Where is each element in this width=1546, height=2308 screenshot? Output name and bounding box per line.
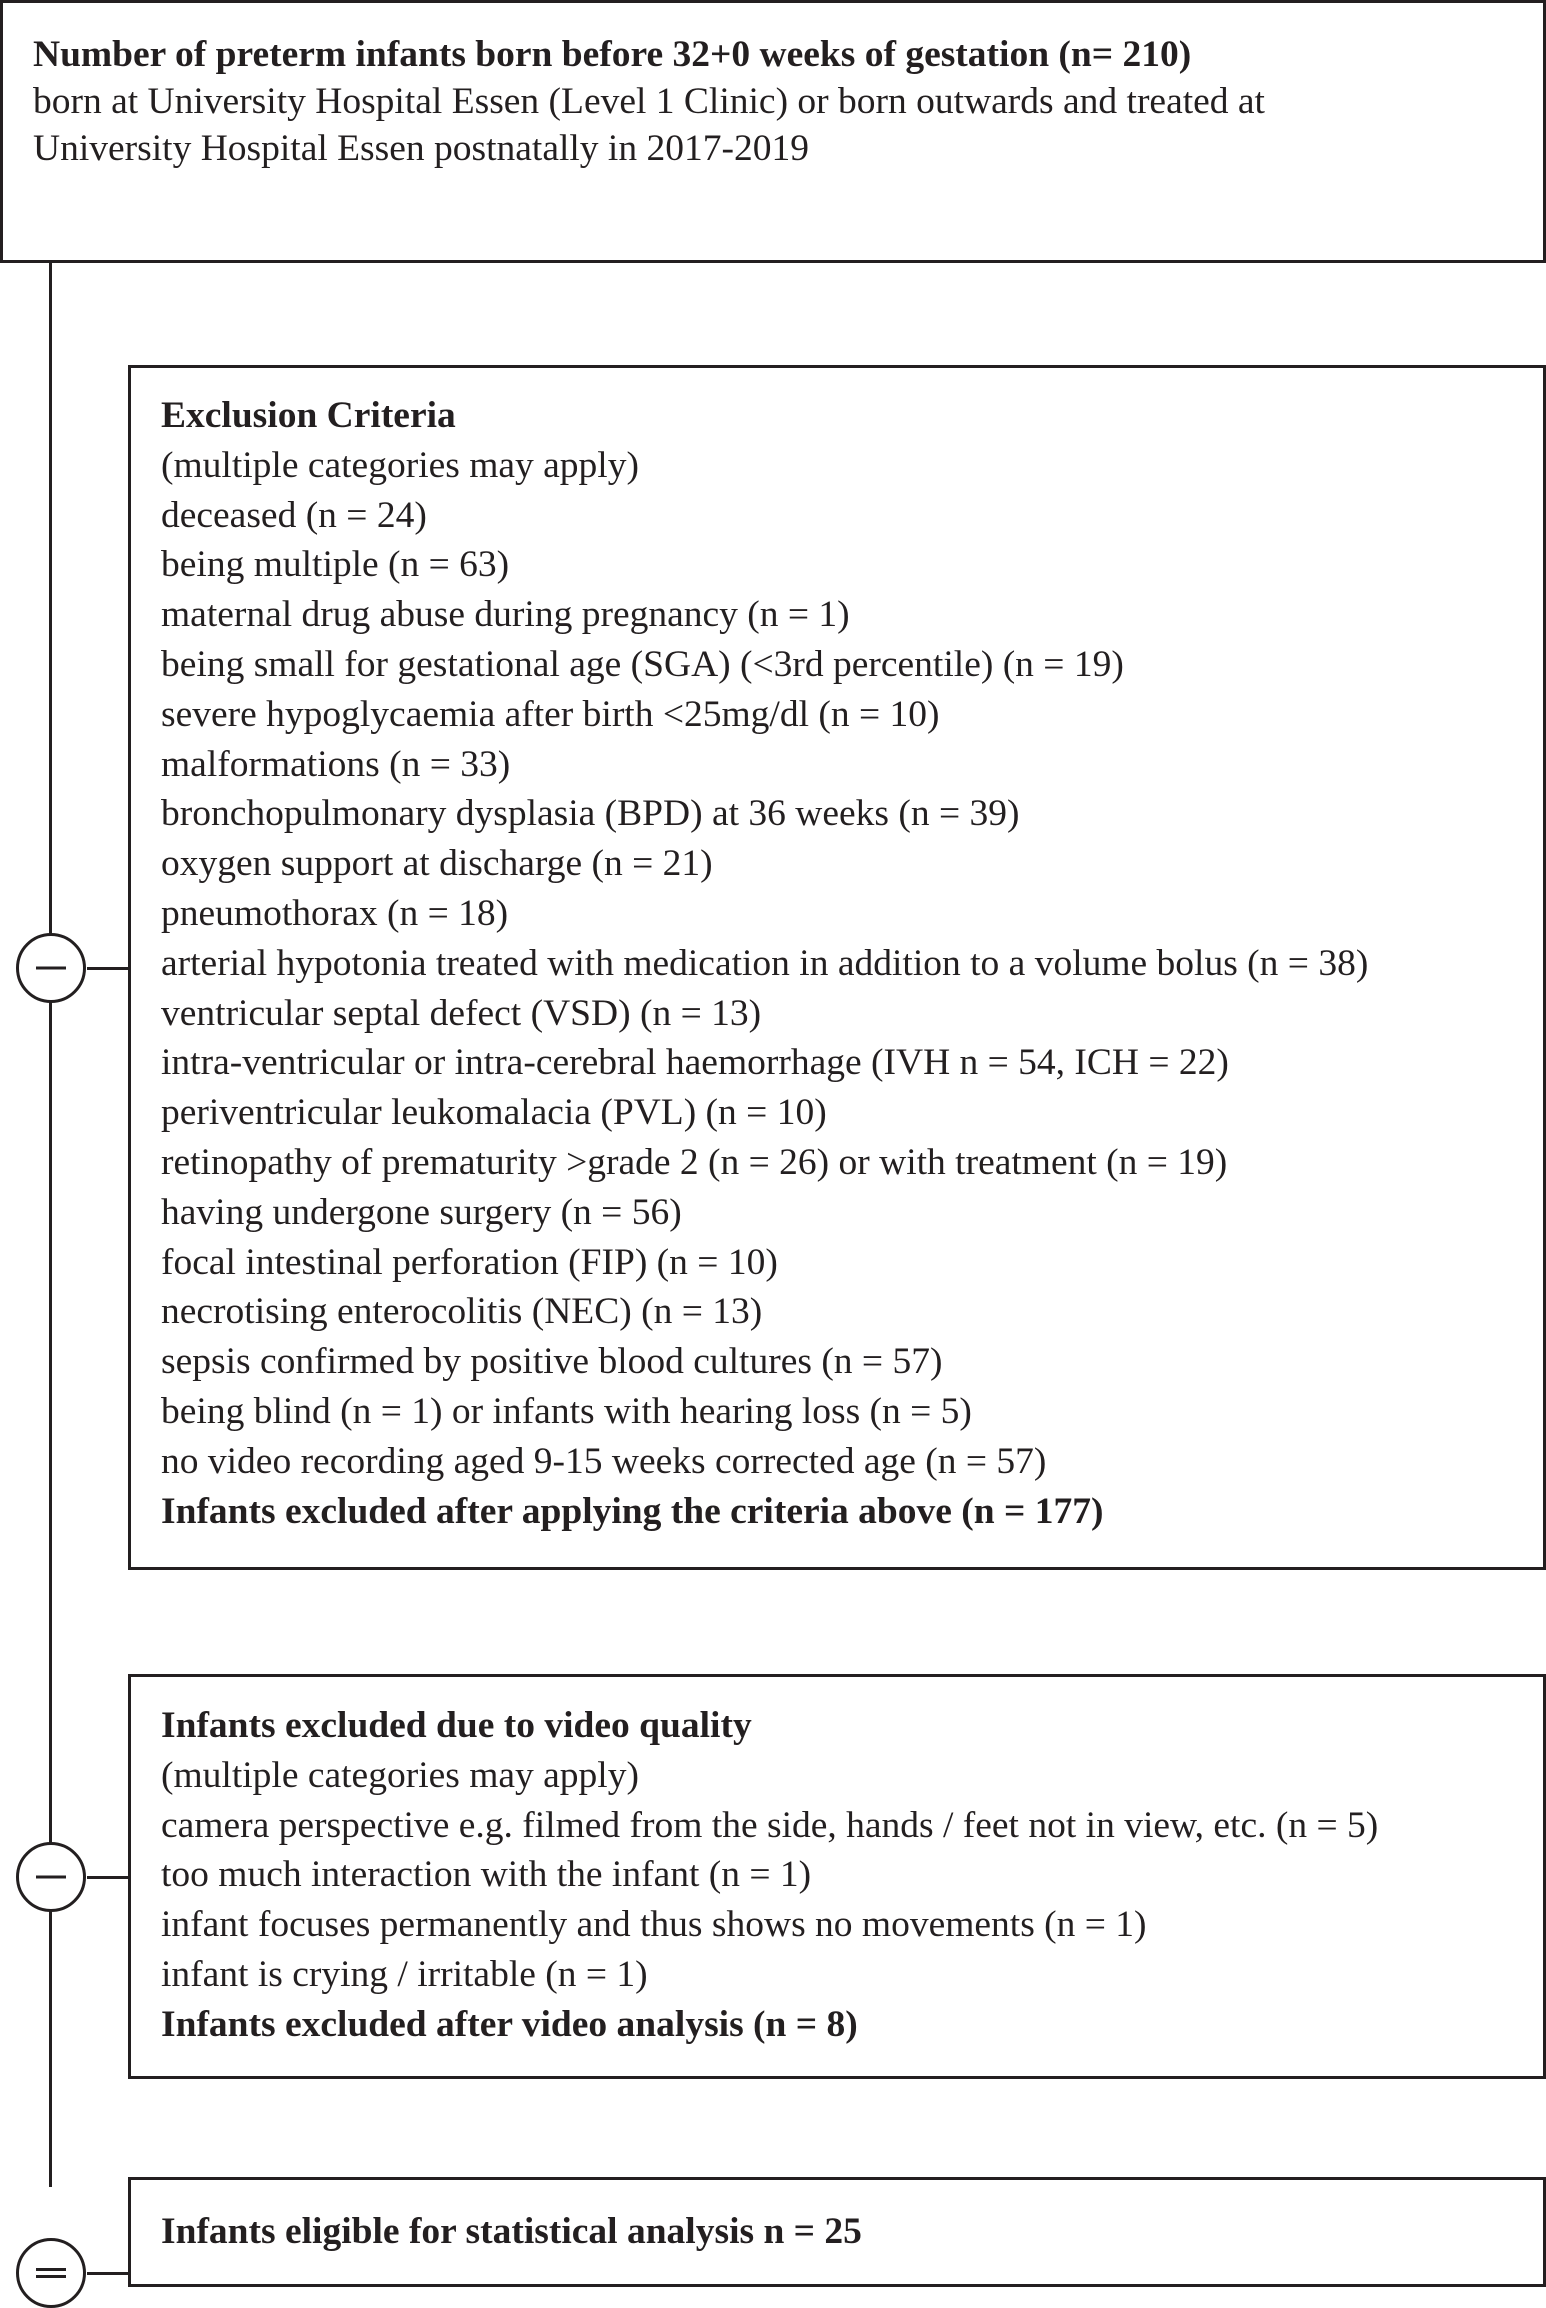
list-item: severe hypoglycaemia after birth <25mg/dl (n = 10) bbox=[161, 693, 940, 735]
population-title: Number of preterm infants born before 32+0 weeks of gestation (n= 210) bbox=[33, 34, 1192, 75]
video-quality-title: Infants excluded due to video quality bbox=[161, 1705, 752, 1746]
list-item: infant is crying / irritable (n = 1) bbox=[161, 1953, 648, 1995]
video-quality-item-list bbox=[161, 1801, 1543, 2000]
minus-circle-video bbox=[16, 1842, 86, 1912]
connector-exclusion bbox=[87, 967, 128, 970]
video-quality-note: (multiple categories may apply) bbox=[161, 1754, 639, 1796]
list-item: having undergone surgery (n = 56) bbox=[161, 1191, 682, 1233]
video-quality-total: Infants excluded after video analysis (n = 8) bbox=[161, 2003, 858, 2045]
minus-icon bbox=[36, 1874, 66, 1880]
list-item: periventricular leukomalacia (PVL) (n = 10) bbox=[161, 1092, 827, 1134]
list-item: arterial hypotonia treated with medication in addition to a volume bolus (n = 38) bbox=[161, 942, 1369, 984]
connector-video bbox=[87, 1876, 128, 1879]
list-item: too much interaction with the infant (n = 1) bbox=[161, 1854, 812, 1896]
list-item: being small for gestational age (SGA) (<3rd percentile) (n = 19) bbox=[161, 643, 1124, 685]
minus-icon bbox=[36, 965, 66, 971]
exclusion-criteria-box bbox=[128, 365, 1546, 1570]
exclusion-note: (multiple categories may apply) bbox=[161, 444, 639, 486]
list-item: being multiple (n = 63) bbox=[161, 544, 510, 586]
list-item: pneumothorax (n = 18) bbox=[161, 892, 509, 934]
exclusion-title: Exclusion Criteria bbox=[161, 395, 456, 436]
list-item: ventricular septal defect (VSD) (n = 13) bbox=[161, 992, 762, 1034]
video-quality-box bbox=[128, 1674, 1546, 2079]
list-item: necrotising enterocolitis (NEC) (n = 13) bbox=[161, 1291, 763, 1333]
list-item: focal intestinal perforation (FIP) (n = 10) bbox=[161, 1241, 778, 1283]
equals-icon bbox=[36, 2266, 66, 2280]
list-item: sepsis confirmed by positive blood cultures (n = 57) bbox=[161, 1341, 943, 1383]
minus-circle-exclusion bbox=[16, 933, 86, 1003]
list-item: camera perspective e.g. filmed from the side, hands / feet not in view, etc. (n = 5) bbox=[161, 1804, 1379, 1846]
equals-circle-eligible bbox=[16, 2238, 86, 2308]
list-item: bronchopulmonary dysplasia (BPD) at 36 weeks (n = 39) bbox=[161, 793, 1020, 835]
list-item: retinopathy of prematurity >grade 2 (n = 26) or with treatment (n = 19) bbox=[161, 1141, 1228, 1183]
population-box bbox=[0, 0, 1546, 263]
list-item: being blind (n = 1) or infants with hearing loss (n = 5) bbox=[161, 1390, 972, 1432]
list-item: no video recording aged 9-15 weeks corrected age (n = 57) bbox=[161, 1440, 1047, 1482]
exclusion-item-list bbox=[161, 491, 1543, 1487]
list-item: infant focuses permanently and thus shows no movements (n = 1) bbox=[161, 1904, 1147, 1946]
eligible-text: Infants eligible for statistical analysis n = 25 bbox=[161, 2211, 862, 2252]
list-item: maternal drug abuse during pregnancy (n = 1) bbox=[161, 594, 850, 636]
population-description-line-1: born at University Hospital Essen (Level 1 Clinic) or born outwards and treated at bbox=[33, 81, 1265, 122]
exclusion-total: Infants excluded after applying the criteria above (n = 177) bbox=[161, 1490, 1104, 1532]
list-item: deceased (n = 24) bbox=[161, 494, 427, 536]
eligible-box bbox=[128, 2177, 1546, 2287]
connector-eligible bbox=[87, 2272, 128, 2275]
population-description-line-2: University Hospital Essen postnatally in 2017-2019 bbox=[33, 128, 809, 169]
list-item: malformations (n = 33) bbox=[161, 743, 511, 785]
list-item: intra-ventricular or intra-cerebral haemorrhage (IVH n = 54, ICH = 22) bbox=[161, 1042, 1229, 1084]
list-item: oxygen support at discharge (n = 21) bbox=[161, 843, 713, 885]
